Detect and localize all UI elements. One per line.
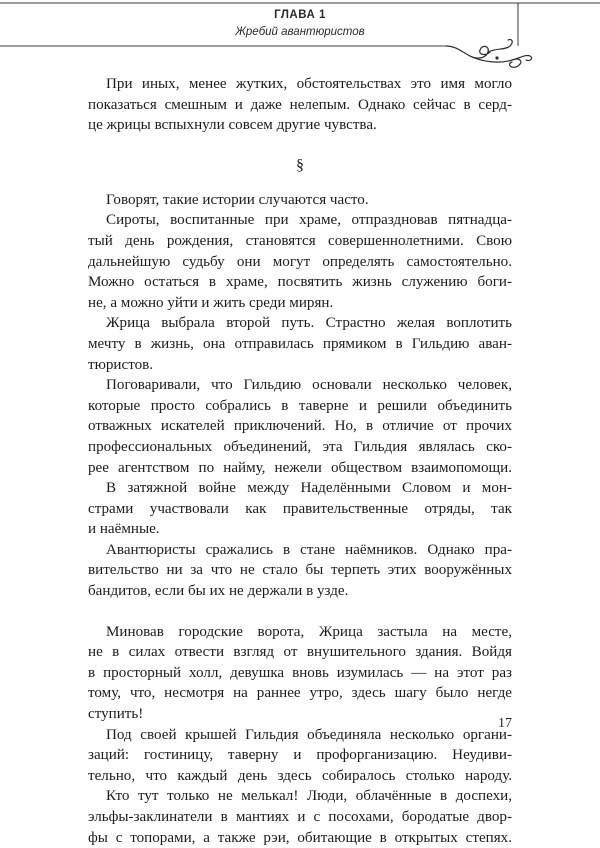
text-line: и наёмные. [88,521,160,538]
text-line: ступить! [88,706,144,723]
text-line: мечту в жизнь, она отправилась прямиком в Гильдию аван- [88,335,512,352]
paragraph-gap [88,602,512,622]
section-mark: § [296,156,304,174]
text-line: бандитов, если бы их не держали в узде. [88,583,349,600]
text-line: Миновав городские ворота, Жрица застыла на месте, [106,623,512,640]
text-line: не, а можно уйти и жить среди мирян. [88,294,334,311]
text-line: Поговаривали, что Гильдию основали несколько человек, [106,377,512,394]
text-line: Под своей крышей Гильдия объединяла несколько органи- [106,726,512,743]
text-line: заций: гостиницу, таверну и профорганизацию. Неудиви- [88,747,512,764]
text-line: вительство ни за что не стало бы терпеть этих вооружённых [88,562,512,579]
text-line: не в силах отвести взгляд от внушительного здания. Войдя [88,644,512,661]
chapter-label: ГЛАВА 1 [274,9,326,21]
text-line: профессиональных объединений, эта Гильдия являлась ско- [88,438,512,455]
text-line: рее агентством по найму, нежели обществом взаимопомощи. [88,459,512,476]
text-line: показаться смешным и даже нелепым. Однако сейчас в серд- [88,96,512,113]
text-line: Кто тут только не мелькал! Люди, облачённые в доспехи, [106,788,512,805]
flourish-ornament-icon [446,39,532,67]
text-line: фы с топорами, а также рэи, обитающие в открытых степях. [88,829,512,846]
body-text [88,74,512,848]
text-line: которые просто собрались в таверне и решили объединить [88,397,512,414]
text-line: Жрица выбрала второй путь. Страстно желая воплотить [106,315,512,332]
text-line: Говорят, такие истории случаются часто. [106,191,369,208]
text-line: В затяжной войне между Наделёнными Словом и мон- [106,480,512,497]
text-line: тюристов. [88,356,154,373]
text-line: дальнейшую судьбу они могут определять самостоятельно. [88,253,512,270]
text-line: Можно остаться в храме, посвятить жизнь служению боги- [88,274,512,291]
text-line: Авантюристы сражались в стане наёмников. Однако пра- [106,541,512,558]
page-number: 17 [498,716,512,731]
chapter-subtitle: Жребий авантюристов [235,26,365,38]
text-line: це жрицы вспыхнули совсем другие чувства. [88,117,377,134]
text-line: отважных искателей приключений. Но, в отличие от прочих [88,418,512,435]
text-line: Сироты, воспитанные при храме, отпраздновав пятнадца- [106,212,512,229]
text-line: страми участвовали как правительственные отряды, так [88,500,512,517]
running-header [0,0,600,78]
text-line: При иных, менее жутких, обстоятельствах это имя могло [106,76,512,92]
text-line: в просторный холл, девушка вновь изумилась — на этот раз [88,664,512,681]
text-line: тый день рождения, становятся совершеннолетними. Свою [88,232,512,249]
text-line: тому, что, несмотря на раннее утро, здесь шагу было негде [88,685,512,702]
text-line: эльфы-заклинатели в мантиях и с посохами, бородатые двор- [88,809,512,825]
text-line: тельно, что каждый день здесь собиралось столько народу. [88,767,512,784]
